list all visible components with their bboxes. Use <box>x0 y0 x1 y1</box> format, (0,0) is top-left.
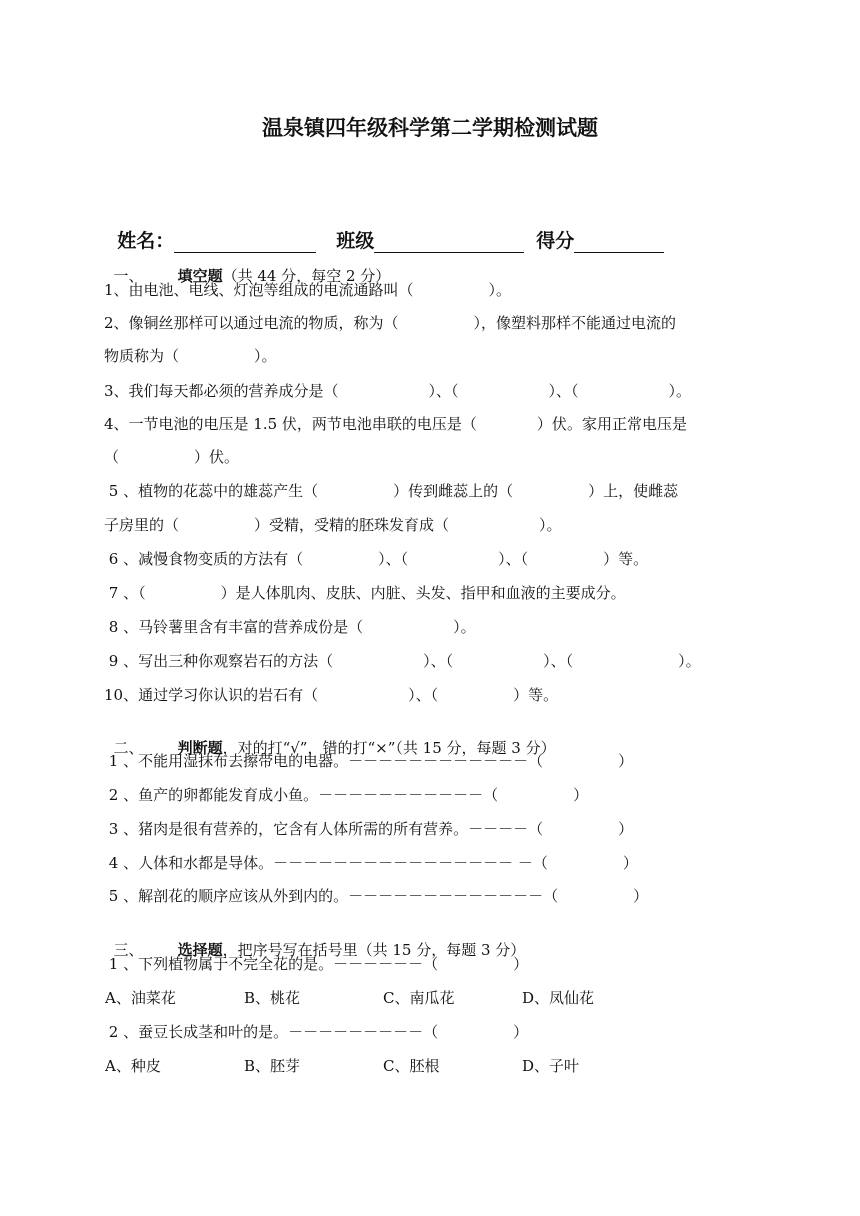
question-line: 6 、减慢食物变质的方法有（ ）、（ ）、（ ）等。 <box>104 550 649 568</box>
section2-note: ，对的打“√”，错的打“×”（共 15 分，每题 3 分） <box>222 739 556 757</box>
section2-number: 二、 <box>113 739 144 757</box>
question-line: 4、一节电池的电压是 1.5 伏，两节电池串联的电压是（ ）伏。家用正常电压是 <box>104 415 687 433</box>
section3-name: 选择题 <box>177 941 223 959</box>
judgment-item: 3 、猪肉是很有营养的，它含有人体所需的所有营养。－－－－（ ） <box>104 820 634 838</box>
choice-option: A、种皮 <box>105 1057 161 1075</box>
question-line: 5 、植物的花蕊中的雄蕊产生（ ）传到雌蕊上的（ ）上，使雌蕊 <box>104 482 679 500</box>
section1-note: （共 44 分，每空 2 分） <box>222 267 391 285</box>
question-line: 子房里的（ ）受精，受精的胚珠发育成（ ）。 <box>104 516 562 534</box>
choice-option: B、桃花 <box>244 989 301 1007</box>
class-label: 班级 <box>336 230 375 252</box>
question-line: 8 、马铃薯里含有丰富的营养成份是（ ）。 <box>104 618 476 636</box>
score-field[interactable] <box>574 232 664 253</box>
name-label: 姓名： <box>117 230 175 252</box>
section3-number: 三、 <box>113 941 144 959</box>
choice-option: C、胚根 <box>383 1057 440 1075</box>
choice-question: 2 、蚕豆长成茎和叶的是。－－－－－－－－－（ ） <box>104 1023 529 1041</box>
judgment-item: 1 、不能用湿抹布去擦带电的电器。－－－－－－－－－－－－（ ） <box>104 752 634 770</box>
question-line: 9 、写出三种你观察岩石的方法（ ）、（ ）、（ ）。 <box>104 652 701 670</box>
question-line: 7 、（ ）是人体肌肉、皮肤、内脏、头发、指甲和血液的主要成分。 <box>104 584 626 602</box>
judgment-item: 5 、解剖花的顺序应该从外到内的。－－－－－－－－－－－－－（ ） <box>104 887 649 905</box>
section1-number: 一、 <box>113 267 144 285</box>
choice-option: B、胚芽 <box>244 1057 301 1075</box>
choice-question: 1 、下列植物属于不完全花的是。－－－－－－（ ） <box>104 955 529 973</box>
question-line: 3、我们每天都必须的营养成分是（ ）、（ ）、（ ）。 <box>104 382 692 400</box>
choice-option: A、油菜花 <box>105 989 176 1007</box>
page-title: 温泉镇四年级科学第二学期检测试题 <box>262 116 598 140</box>
question-line: 10、通过学习你认识的岩石有（ ）、（ ）等。 <box>104 686 559 704</box>
question-line: 物质称为（ ）。 <box>104 347 277 365</box>
question-line: 1、由电池、电线、灯泡等组成的电流通路叫（ ）。 <box>104 281 512 299</box>
score-label: 得分 <box>536 230 575 252</box>
question-line: 2、像铜丝那样可以通过电流的物质，称为（ ），像塑料那样不能通过电流的 <box>104 314 677 332</box>
question-line: （ ）伏。 <box>104 448 240 466</box>
class-field[interactable] <box>374 232 524 253</box>
judgment-item: 2 、鱼产的卵都能发育成小鱼。－－－－－－－－－－－（ ） <box>104 786 589 804</box>
section2-name: 判断题 <box>177 739 223 757</box>
judgment-item: 4 、人体和水都是导体。－－－－－－－－－－－－－－－－ －（ ） <box>104 854 638 872</box>
choice-option: D、凤仙花 <box>522 989 595 1007</box>
section1-name: 填空题 <box>177 267 223 285</box>
section3-note: ，把序号写在括号里（共 15 分，每题 3 分） <box>222 941 526 959</box>
choice-option: D、子叶 <box>522 1057 580 1075</box>
choice-option: C、南瓜花 <box>383 989 455 1007</box>
